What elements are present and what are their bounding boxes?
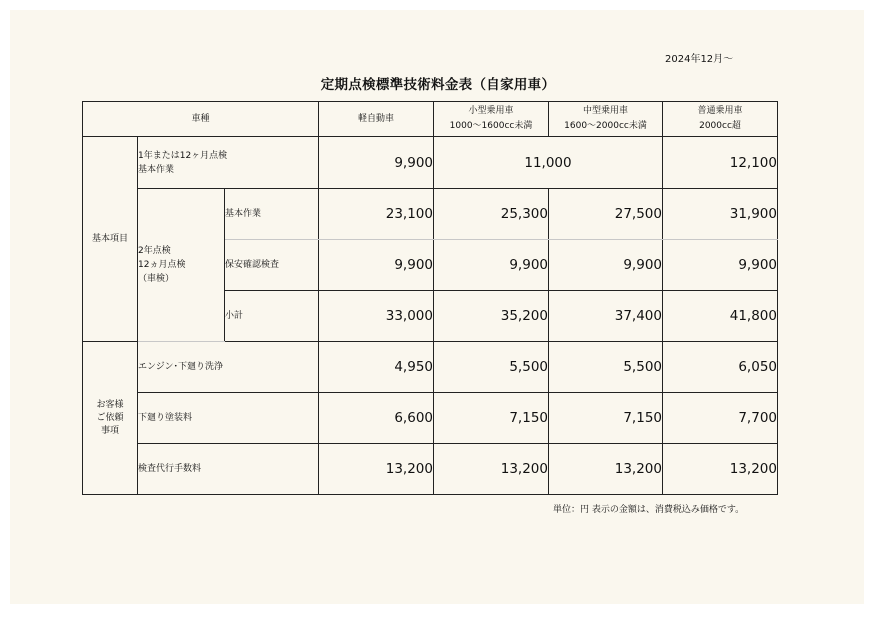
price-cell: 4,950 bbox=[319, 342, 434, 393]
header-kei: 軽自動車 bbox=[319, 102, 434, 137]
price-cell: 9,900 bbox=[663, 240, 778, 291]
table-row bbox=[83, 444, 778, 495]
price-cell: 9,900 bbox=[434, 240, 549, 291]
row-label-subtotal: 小計 bbox=[225, 291, 319, 342]
price-cell: 9,900 bbox=[319, 137, 434, 189]
price-cell: 13,200 bbox=[549, 444, 663, 495]
price-cell: 7,150 bbox=[434, 393, 549, 444]
table-row bbox=[83, 189, 778, 240]
price-cell: 9,900 bbox=[319, 240, 434, 291]
price-cell: 5,500 bbox=[549, 342, 663, 393]
price-cell: 5,500 bbox=[434, 342, 549, 393]
table-row bbox=[83, 342, 778, 393]
row-label-safety-check: 保安確認検査 bbox=[225, 240, 319, 291]
header-vehicle-type: 車種 bbox=[83, 102, 319, 137]
price-cell: 25,300 bbox=[434, 189, 549, 240]
row-label-engine-wash: エンジン･下廻り洗浄 bbox=[138, 342, 319, 393]
footnote: 単位：円 表示の金額は、消費税込み価格です。 bbox=[553, 505, 745, 515]
price-cell: 13,200 bbox=[434, 444, 549, 495]
row-label-agency-fee: 検査代行手数料 bbox=[138, 444, 319, 495]
price-cell: 27,500 bbox=[549, 189, 663, 240]
price-cell: 33,000 bbox=[319, 291, 434, 342]
page-title: 定期点検標準技術料金表（自家用車） bbox=[320, 77, 556, 93]
header-standard: 普通乗用車 2000cc超 bbox=[663, 102, 778, 137]
group-basic-items: 基本項目 bbox=[83, 137, 138, 342]
row-label-basic-work: 基本作業 bbox=[225, 189, 319, 240]
effective-date: 2024年12月～ bbox=[665, 54, 734, 65]
price-cell: 6,600 bbox=[319, 393, 434, 444]
price-cell: 7,150 bbox=[549, 393, 663, 444]
header-medium: 中型乗用車 1600～2000cc未満 bbox=[549, 102, 663, 137]
price-cell: 37,400 bbox=[549, 291, 663, 342]
price-cell: 9,900 bbox=[549, 240, 663, 291]
price-cell: 12,100 bbox=[663, 137, 778, 189]
fee-table bbox=[82, 101, 778, 495]
header-small: 小型乗用車 1000～1600cc未満 bbox=[434, 102, 549, 137]
price-cell: 41,800 bbox=[663, 291, 778, 342]
table-row bbox=[83, 137, 778, 189]
header-row bbox=[83, 102, 778, 137]
price-cell: 31,900 bbox=[663, 189, 778, 240]
price-cell: 23,100 bbox=[319, 189, 434, 240]
price-cell: 7,700 bbox=[663, 393, 778, 444]
price-cell: 35,200 bbox=[434, 291, 549, 342]
price-cell: 13,200 bbox=[663, 444, 778, 495]
price-cell: 11,000 bbox=[434, 137, 663, 189]
row-label-undercoat: 下廻り塗装料 bbox=[138, 393, 319, 444]
table-row bbox=[83, 393, 778, 444]
group-customer-requests: お客様 ご依頼 事項 bbox=[83, 342, 138, 495]
price-cell: 6,050 bbox=[663, 342, 778, 393]
price-cell: 13,200 bbox=[319, 444, 434, 495]
row-label-biennial: 2年点検 12ヵ月点検 （車検） bbox=[138, 189, 225, 342]
row-label-annual: 1年または12ヶ月点検 基本作業 bbox=[138, 137, 319, 189]
